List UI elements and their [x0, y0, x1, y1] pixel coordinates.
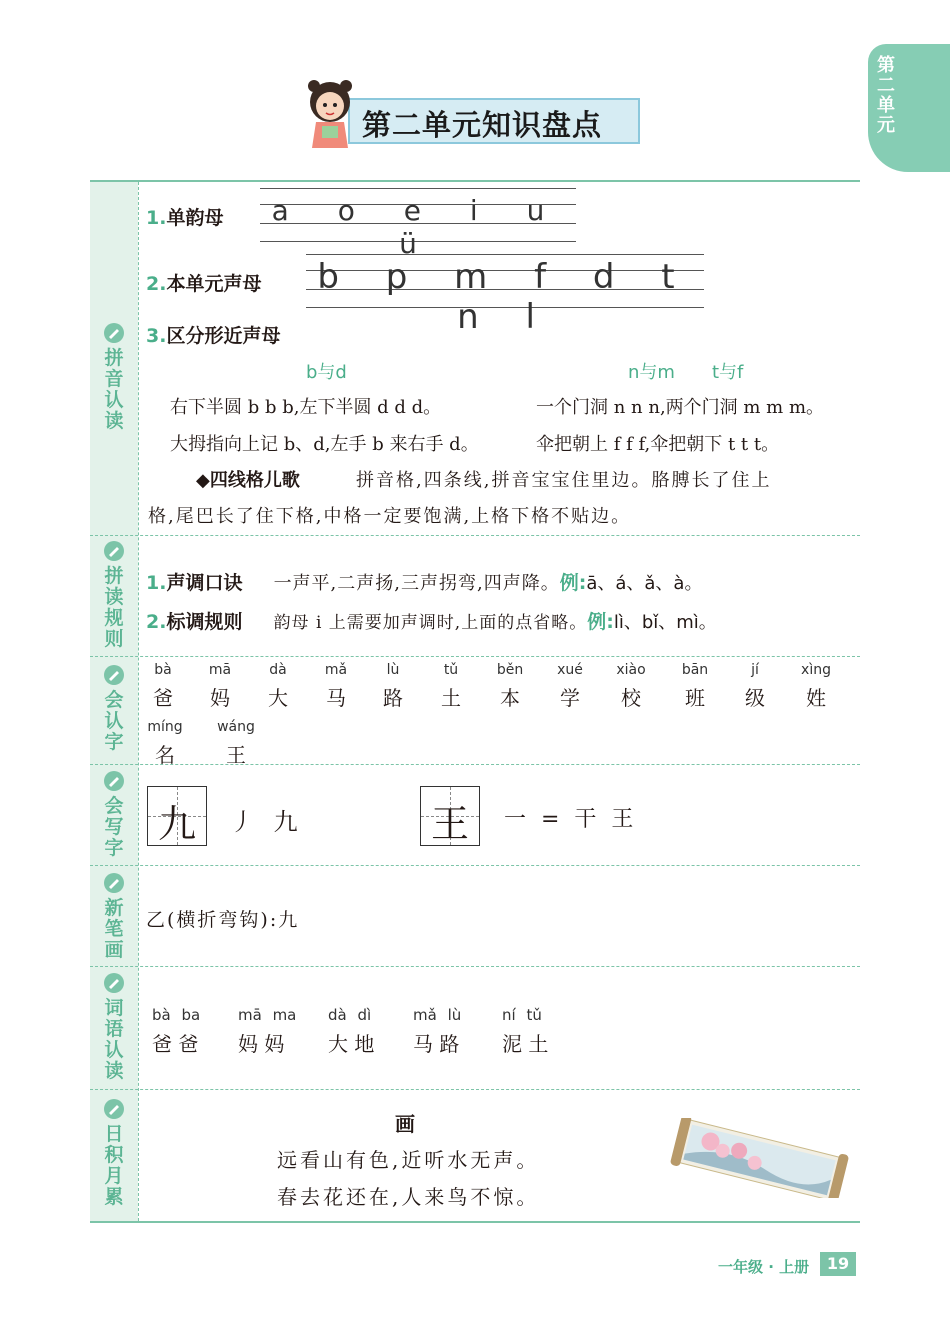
char-pinyin: běn: [496, 662, 524, 678]
category-label: 拼读规则: [104, 565, 124, 650]
word-pinyin: mā ma: [238, 1006, 297, 1024]
pencil-icon: [103, 770, 125, 792]
pencil-icon: [103, 540, 125, 562]
category-recognize: [90, 664, 138, 753]
rule-text: 一声平,二声扬,三声拐弯,四声降。: [273, 573, 560, 594]
poem-line-2: 春去花还在,人来鸟不惊。: [277, 1185, 540, 1209]
char-pinyin: mā: [208, 662, 232, 678]
char-pinyin: xué: [557, 662, 583, 678]
category-label: 拼音认读: [104, 347, 124, 432]
char-hanzi: 王: [226, 743, 246, 767]
item-similar-initials: [146, 321, 280, 348]
category-daily: [90, 1098, 138, 1208]
category-stroke: [90, 872, 138, 961]
rhyme-line-2-right: 伞把朝上 f f f,伞把朝下 t t t。: [536, 434, 780, 455]
item-number: 1.: [146, 207, 167, 229]
char-pinyin: xiào: [616, 662, 646, 678]
item-label: 区分形近声母: [166, 325, 281, 347]
rhyme-line-1-left: 右下半圆 b b b,左下半圆 d d d。: [170, 397, 442, 418]
section-divider: [90, 865, 860, 866]
word-hanzi: 大 地: [328, 1032, 375, 1056]
category-label: 会写字: [104, 795, 124, 859]
example-values: ā、á、ǎ、à。: [586, 573, 703, 594]
item-number: 2.: [146, 273, 167, 295]
char-hanzi: 土: [441, 686, 461, 710]
example-values: lì、bǐ、mì。: [613, 612, 717, 633]
word-pinyin: mǎ lù: [413, 1006, 462, 1024]
consonants-text: b p m f d t n l: [317, 257, 693, 337]
char-hanzi: 爸: [153, 686, 173, 710]
poem-title: 画: [395, 1112, 415, 1136]
word-pinyin: ní tǔ: [502, 1006, 542, 1024]
char-pinyin: bān: [681, 662, 709, 678]
char-hanzi: 妈: [210, 686, 230, 710]
item-number: 3.: [146, 325, 167, 347]
char-pinyin: míng: [147, 719, 183, 735]
category-label: 新笔画: [104, 897, 124, 961]
write-char: 王: [430, 802, 469, 846]
char-pinyin: lù: [386, 662, 400, 678]
pencil-icon: [103, 972, 125, 994]
write-char: 九: [157, 802, 196, 846]
item-initials: [146, 269, 261, 296]
rule-tone-chant: 1.声调口诀 一声平,二声扬,三声拐弯,四声降。例:ā、á、ǎ、à。: [146, 572, 703, 594]
footer-grade: 一年级 · 上册: [718, 1258, 810, 1276]
section-divider: [90, 966, 860, 967]
pair-b-d: b与d: [306, 362, 347, 383]
stroke-order-1: 丿 九: [230, 808, 304, 836]
section-divider: [90, 535, 860, 536]
rule-tone-marking: 2.标调规则 韵母 i 上需要加声调时,上面的点省略。例:lì、bǐ、mì。: [146, 611, 717, 633]
char-hanzi: 马: [326, 686, 346, 710]
rule-text: 韵母 i 上需要加声调时,上面的点省略。: [273, 613, 588, 633]
example-label: 例:: [587, 611, 614, 633]
pencil-icon: [103, 872, 125, 894]
char-hanzi: 路: [383, 686, 403, 710]
word-hanzi: 妈 妈: [238, 1032, 285, 1056]
rhyme-line-1-right: 一个门洞 n n n,两个门洞 m m m。: [536, 397, 825, 418]
category-label: 会认字: [104, 689, 124, 753]
tianzi-grid-1: [147, 786, 207, 846]
scroll-painting-icon: [668, 1118, 852, 1198]
poem-line-1: 远看山有色,近听水无声。: [277, 1148, 540, 1172]
pencil-icon: [103, 664, 125, 686]
section-divider: [90, 1089, 860, 1090]
item-single-vowels: [146, 203, 223, 230]
unit-side-tab-label: 第二单元: [877, 55, 895, 136]
char-hanzi: 班: [685, 686, 705, 710]
rhyme-line-2-left: 大拇指向上记 b、d,左手 b 来右手 d。: [170, 434, 479, 455]
char-pinyin: bà: [154, 662, 172, 678]
char-hanzi: 校: [621, 686, 641, 710]
pencil-icon: [103, 1098, 125, 1120]
char-pinyin: xìng: [801, 662, 831, 678]
word-hanzi: 爸 爸: [152, 1032, 199, 1056]
char-pinyin: dà: [269, 662, 287, 678]
pair-t-f: t与f: [712, 362, 744, 383]
item-label: 本单元声母: [166, 273, 262, 295]
char-pinyin: jí: [751, 662, 759, 678]
tianzi-grid-2: [420, 786, 480, 846]
song-line-1: 拼音格,四条线,拼音宝宝住里边。胳膊长了住上: [356, 470, 772, 491]
page-number: 19: [820, 1252, 856, 1276]
frame-top-line: [90, 180, 860, 182]
page-title: 第二单元知识盘点: [362, 108, 603, 142]
char-hanzi: 级: [745, 686, 765, 710]
char-hanzi: 大: [268, 686, 288, 710]
char-hanzi: 名: [155, 743, 175, 767]
vowels-text: a o e i u ü: [271, 194, 565, 260]
song-title: ◆四线格儿歌: [196, 470, 300, 491]
category-label: 日积月累: [104, 1123, 124, 1208]
char-pinyin: tǔ: [443, 662, 459, 678]
category-rules: [90, 540, 138, 650]
word-hanzi: 泥 土: [502, 1032, 549, 1056]
char-pinyin: wáng: [217, 719, 255, 735]
pencil-icon: [103, 322, 125, 344]
category-label: 词语认读: [104, 997, 124, 1082]
word-hanzi: 马 路: [413, 1032, 460, 1056]
char-hanzi: 姓: [806, 686, 826, 710]
char-hanzi: 学: [560, 686, 580, 710]
girl-mascot-icon: [300, 78, 360, 150]
example-label: 例:: [559, 572, 587, 594]
word-pinyin: bà ba: [152, 1006, 201, 1024]
category-words: [90, 972, 138, 1082]
word-pinyin: dà dì: [328, 1006, 372, 1024]
category-pinyin: [90, 322, 138, 432]
item-label: 单韵母: [166, 207, 224, 229]
song-line-2: 格,尾巴长了住下格,中格一定要饱满,上格下格不贴边。: [148, 506, 632, 527]
char-pinyin: mǎ: [324, 662, 348, 678]
section-divider: [90, 656, 860, 657]
char-hanzi: 本: [500, 686, 520, 710]
pair-n-m: n与m: [628, 362, 675, 383]
category-write: [90, 770, 138, 859]
new-stroke-text: 乙(横折弯钩):九: [146, 909, 300, 931]
stroke-order-2: 一 = 干 王: [504, 807, 638, 832]
frame-bottom-line: [90, 1221, 860, 1223]
